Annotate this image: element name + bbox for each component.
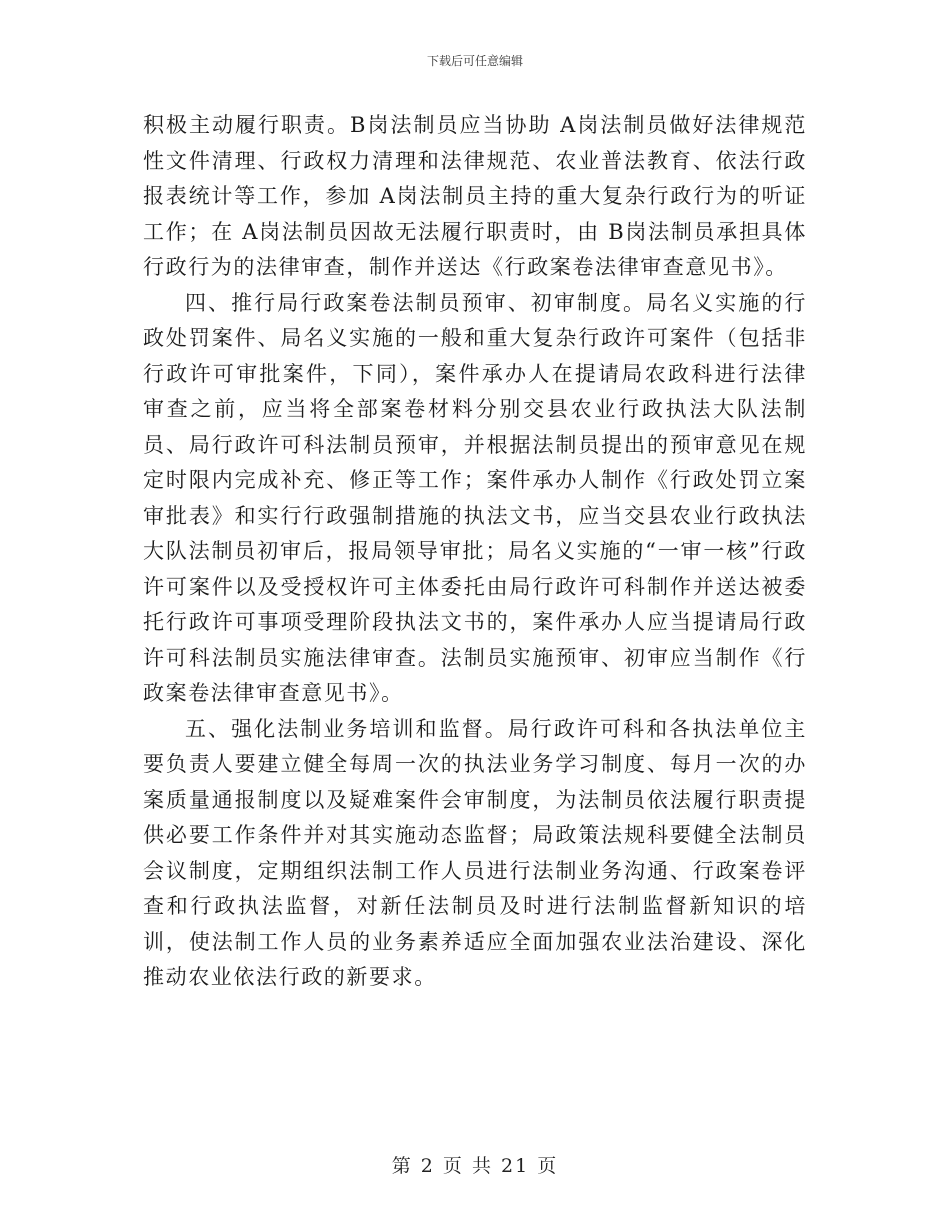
paragraph-continuation: 积极主动履行职责。B岗法制员应当协助 A岗法制员做好法律规范性文件清理、行政权力清理和法律规范、农业普法教育、依法行政报表统计等工作，参加 A岗法制员主持的重大复杂行政行为的听证工作；在 A岗法制员因故无法履行职责时，由 B岗法制员承担具体行政行为的法律审查，制作并送达《行政案卷法律审查意见书》。 bbox=[143, 113, 807, 279]
paragraph-section-five: 五、强化法制业务培训和监督。局行政许可科和各执法单位主要负责人要建立健全每周一次的执法业务学习制度、每月一次的办案质量通报制度以及疑难案件会审制度，为法制员依法履行职责提供必要工作条件并对其实施动态监督；局政策法规科要健全法制员会议制度，定期组织法制工作人员进行法制业务沟通、行政案卷评查和行政执法监督，对新任法制员及时进行法制监督新知识的培训，使法制工作人员的业务素养适应全面加强农业法治建设、深化推动农业依法行政的新要求。 bbox=[143, 716, 807, 989]
paragraph-section-four: 四、推行局行政案卷法制员预审、初审制度。局名义实施的行政处罚案件、局名义实施的一般和重大复杂行政许可案件（包括非行政许可审批案件，下同），案件承办人在提请局农政科进行法律审查之前，应当将全部案卷材料分别交县农业行政执法大队法制员、局行政许可科法制员预审，并根据法制员提出的预审意见在规定时限内完成补充、修正等工作；案件承办人制作《行政处罚立案审批表》和实行行政强制措施的执法文书，应当交县农业行政执法大队法制员初审后，报局领导审批；局名义实施的“一审一核”行政许可案件以及受授权许可主体委托由局行政许可科制作并送达被委托行政许可事项受理阶段执法文书的，案件承办人应当提请局行政许可科法制员实施法律审查。法制员实施预审、初审应当制作《行政案卷法律审查意见书》。 bbox=[143, 290, 807, 705]
document-body bbox=[143, 108, 807, 996]
page-header: 下载后可任意编辑 bbox=[426, 54, 523, 68]
page-number-footer: 第 2 页 共 21 页 bbox=[391, 1155, 559, 1177]
